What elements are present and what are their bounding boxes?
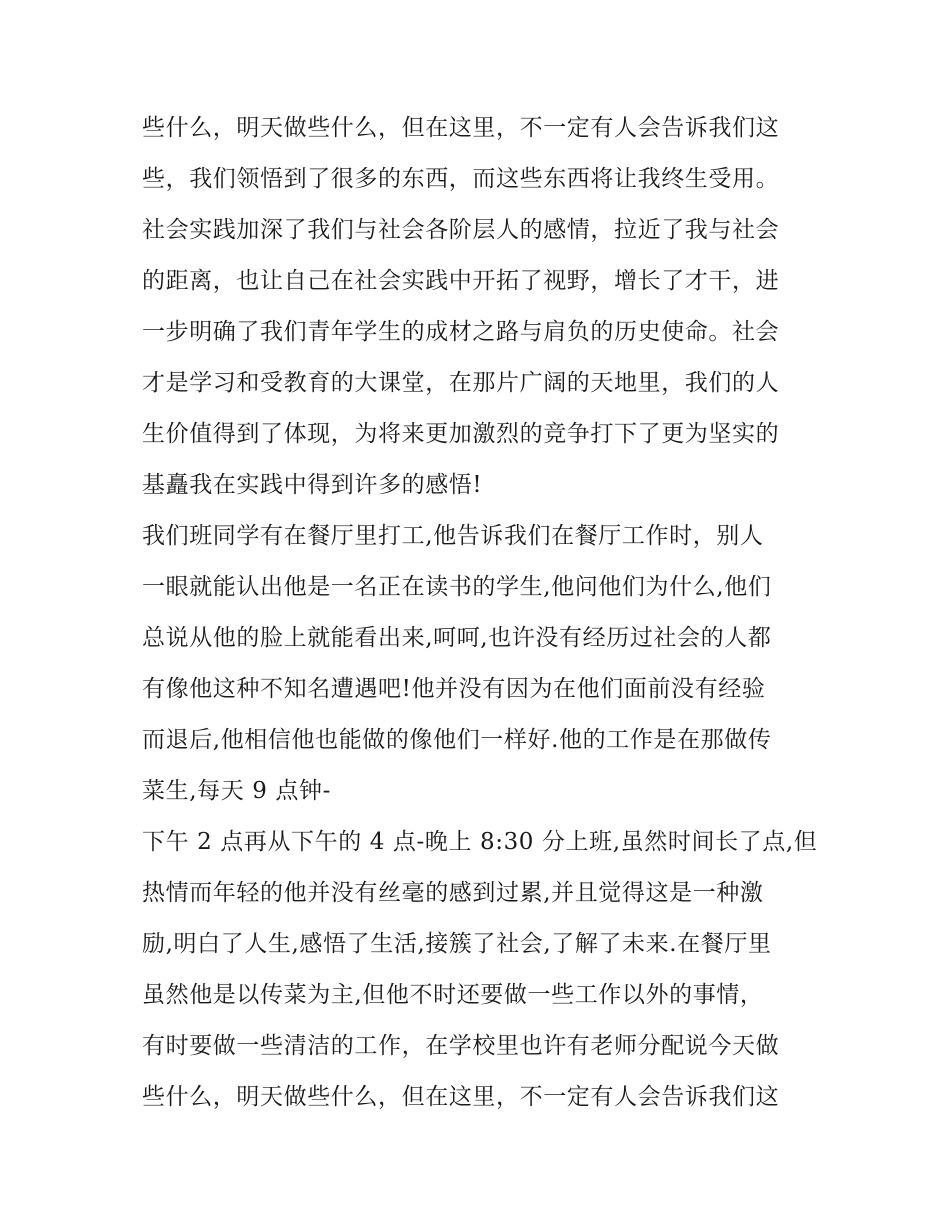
text-line: 一眼就能认出他是一名正在读书的学生,他问他们为什么,他们: [142, 574, 772, 600]
text-line: 菜生,每天 9 点钟-: [142, 778, 331, 804]
text-line: 基矗我在实践中得到许多的感悟!: [142, 472, 483, 498]
text-line: 虽然他是以传菜为主,但他不时还要做一些工作以外的事情，: [142, 982, 764, 1008]
text-line: 励,明白了人生,感悟了生活,接簇了社会,了解了未来.在餐厅里: [142, 931, 772, 957]
text-line: 有时要做一些清洁的工作，在学校里也许有老师分配说今天做: [142, 1033, 780, 1059]
text-line: 些什么，明天做些什么，但在这里，不一定有人会告诉我们这: [142, 1084, 780, 1110]
text-line: 总说从他的脸上就能看出来,呵呵,也许没有经历过社会的人都: [142, 625, 772, 651]
text-line: 热情而年轻的他并没有丝毫的感到过累,并且觉得这是一种激: [142, 880, 764, 906]
text-line: 的距离，也让自己在社会实践中开拓了视野，增长了才干，进: [142, 268, 780, 294]
text-line: 我们班同学有在餐厅里打工,他告诉我们在餐厅工作时，别人: [142, 523, 764, 549]
text-line: 些，我们领悟到了很多的东西，而这些东西将让我终生受用。: [142, 166, 780, 192]
text-line: 社会实践加深了我们与社会各阶层人的感情，拉近了我与社会: [142, 217, 780, 243]
text-line: 些什么，明天做些什么，但在这里，不一定有人会告诉我们这: [142, 115, 780, 141]
text-line: 有像他这种不知名遭遇吧!他并没有因为在他们面前没有经验: [142, 676, 766, 702]
text-line: 下午 2 点再从下午的 4 点-晚上 8:30 分上班,虽然时间长了点,但: [142, 829, 818, 855]
text-line: 生价值得到了体现，为将来更加激烈的竞争打下了更为坚实的: [142, 421, 780, 447]
text-line: 才是学习和受教育的大课堂，在那片广阔的天地里，我们的人: [142, 370, 780, 396]
text-line: 而退后,他相信他也能做的像他们一样好.他的工作是在那做传: [142, 727, 772, 753]
text-line: 一步明确了我们青年学生的成材之路与肩负的历史使命。社会: [142, 319, 780, 345]
document-body: [142, 103, 822, 1123]
